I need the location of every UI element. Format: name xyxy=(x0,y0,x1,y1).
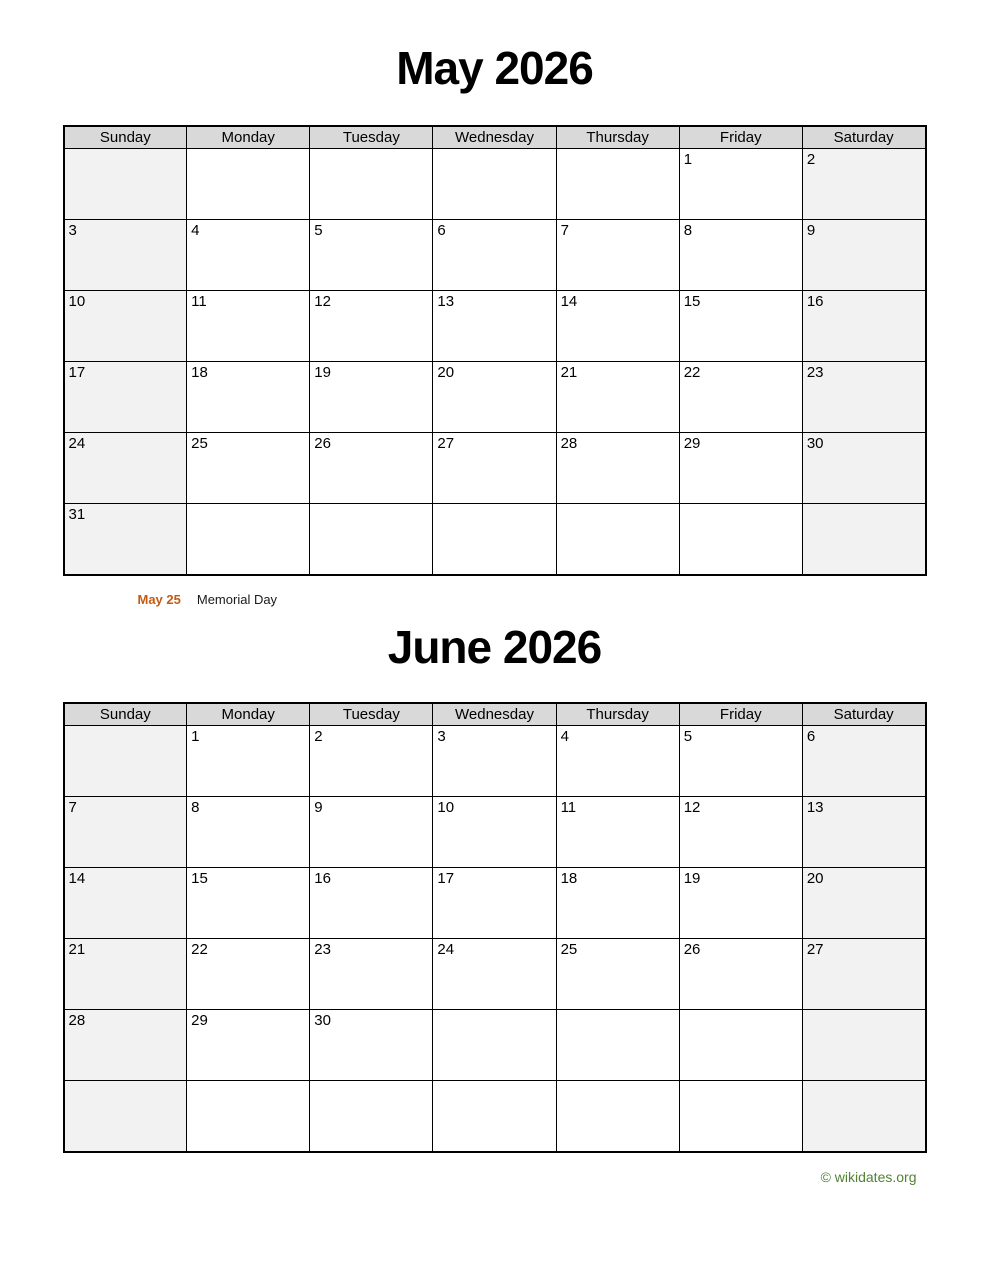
day-cell: 2 xyxy=(802,148,925,219)
day-cell: 30 xyxy=(310,1009,433,1080)
day-cell xyxy=(433,1080,556,1152)
day-cell: 10 xyxy=(433,796,556,867)
week-row xyxy=(64,148,926,219)
day-cell xyxy=(433,148,556,219)
day-cell: 24 xyxy=(433,938,556,1009)
day-cell xyxy=(187,503,310,575)
day-cell: 18 xyxy=(187,361,310,432)
day-cell: 19 xyxy=(679,867,802,938)
may-calendar-table xyxy=(63,125,927,576)
may-calendar-title: May 2026 xyxy=(396,42,593,94)
week-row xyxy=(64,503,926,575)
day-cell xyxy=(802,1080,925,1152)
day-header-row xyxy=(64,126,926,149)
day-cell: 23 xyxy=(310,938,433,1009)
day-cell: 7 xyxy=(556,219,679,290)
day-cell: 4 xyxy=(556,725,679,796)
week-row xyxy=(64,1080,926,1152)
day-header-wednesday: Wednesday xyxy=(433,703,556,726)
day-cell: 30 xyxy=(802,432,925,503)
day-cell: 16 xyxy=(802,290,925,361)
day-cell: 15 xyxy=(187,867,310,938)
holiday-note xyxy=(138,592,927,609)
day-cell: 18 xyxy=(556,867,679,938)
day-cell: 27 xyxy=(802,938,925,1009)
day-cell: 4 xyxy=(187,219,310,290)
day-header-row xyxy=(64,703,926,726)
day-cell: 27 xyxy=(433,432,556,503)
day-cell: 8 xyxy=(187,796,310,867)
day-cell: 9 xyxy=(802,219,925,290)
day-cell: 9 xyxy=(310,796,433,867)
day-cell xyxy=(556,148,679,219)
day-header-thursday: Thursday xyxy=(556,126,679,149)
day-cell xyxy=(64,148,187,219)
day-cell xyxy=(556,1080,679,1152)
day-cell xyxy=(679,1080,802,1152)
day-cell: 22 xyxy=(679,361,802,432)
day-cell: 14 xyxy=(556,290,679,361)
day-cell xyxy=(187,148,310,219)
site-attribution xyxy=(63,1169,927,1185)
day-cell: 12 xyxy=(310,290,433,361)
day-cell: 6 xyxy=(433,219,556,290)
day-cell: 2 xyxy=(310,725,433,796)
day-cell: 17 xyxy=(64,361,187,432)
day-cell xyxy=(802,1009,925,1080)
day-cell: 28 xyxy=(556,432,679,503)
week-row xyxy=(64,361,926,432)
day-cell: 22 xyxy=(187,938,310,1009)
day-header-wednesday: Wednesday xyxy=(433,126,556,149)
day-cell: 8 xyxy=(679,219,802,290)
day-header-sunday: Sunday xyxy=(64,703,187,726)
week-row xyxy=(64,725,926,796)
june-calendar-title: June 2026 xyxy=(387,620,602,673)
week-row xyxy=(64,290,926,361)
day-cell: 25 xyxy=(556,938,679,1009)
day-cell xyxy=(310,503,433,575)
day-cell: 31 xyxy=(64,503,187,575)
day-cell: 3 xyxy=(64,219,187,290)
june-calendar-table xyxy=(63,702,927,1153)
day-cell: 15 xyxy=(679,290,802,361)
day-cell: 19 xyxy=(310,361,433,432)
day-cell: 11 xyxy=(187,290,310,361)
day-cell: 7 xyxy=(64,796,187,867)
week-row xyxy=(64,938,926,1009)
day-cell: 20 xyxy=(433,361,556,432)
day-cell-memorial-day: 25 xyxy=(187,432,310,503)
week-row xyxy=(64,867,926,938)
day-cell xyxy=(433,503,556,575)
day-cell xyxy=(679,1009,802,1080)
day-cell xyxy=(802,503,925,575)
day-cell xyxy=(64,725,187,796)
day-header-tuesday: Tuesday xyxy=(310,126,433,149)
day-cell xyxy=(64,1080,187,1152)
day-cell: 21 xyxy=(556,361,679,432)
day-cell: 11 xyxy=(556,796,679,867)
day-cell: 3 xyxy=(433,725,556,796)
calendar-sheet xyxy=(63,0,927,1185)
day-header-monday: Monday xyxy=(187,126,310,149)
day-header-friday: Friday xyxy=(679,703,802,726)
day-cell: 13 xyxy=(433,290,556,361)
day-cell xyxy=(556,1009,679,1080)
day-cell: 20 xyxy=(802,867,925,938)
day-cell: 14 xyxy=(64,867,187,938)
week-row xyxy=(64,1009,926,1080)
holiday-note-date: May 25 xyxy=(137,591,181,607)
day-cell: 12 xyxy=(679,796,802,867)
week-row xyxy=(64,219,926,290)
day-cell: 1 xyxy=(679,148,802,219)
day-cell: 5 xyxy=(679,725,802,796)
day-cell: 5 xyxy=(310,219,433,290)
day-header-thursday: Thursday xyxy=(556,703,679,726)
day-cell xyxy=(310,1080,433,1152)
day-cell: 26 xyxy=(679,938,802,1009)
day-header-monday: Monday xyxy=(187,703,310,726)
day-cell: 16 xyxy=(310,867,433,938)
week-row xyxy=(64,796,926,867)
day-cell: 17 xyxy=(433,867,556,938)
day-cell: 21 xyxy=(64,938,187,1009)
day-cell: 26 xyxy=(310,432,433,503)
day-header-saturday: Saturday xyxy=(802,126,925,149)
day-cell: 6 xyxy=(802,725,925,796)
day-header-saturday: Saturday xyxy=(802,703,925,726)
site-attribution-text: © wikidates.org xyxy=(820,1168,917,1185)
day-cell: 23 xyxy=(802,361,925,432)
day-cell: 28 xyxy=(64,1009,187,1080)
day-cell: 10 xyxy=(64,290,187,361)
day-cell xyxy=(187,1080,310,1152)
day-cell xyxy=(310,148,433,219)
day-cell: 13 xyxy=(802,796,925,867)
day-cell: 29 xyxy=(187,1009,310,1080)
week-row xyxy=(64,432,926,503)
day-cell xyxy=(556,503,679,575)
day-cell xyxy=(433,1009,556,1080)
day-cell: 24 xyxy=(64,432,187,503)
holiday-note-label: Memorial Day xyxy=(196,591,278,607)
day-header-sunday: Sunday xyxy=(64,126,187,149)
day-cell: 29 xyxy=(679,432,802,503)
day-header-friday: Friday xyxy=(679,126,802,149)
day-header-tuesday: Tuesday xyxy=(310,703,433,726)
day-cell: 1 xyxy=(187,725,310,796)
day-cell xyxy=(679,503,802,575)
